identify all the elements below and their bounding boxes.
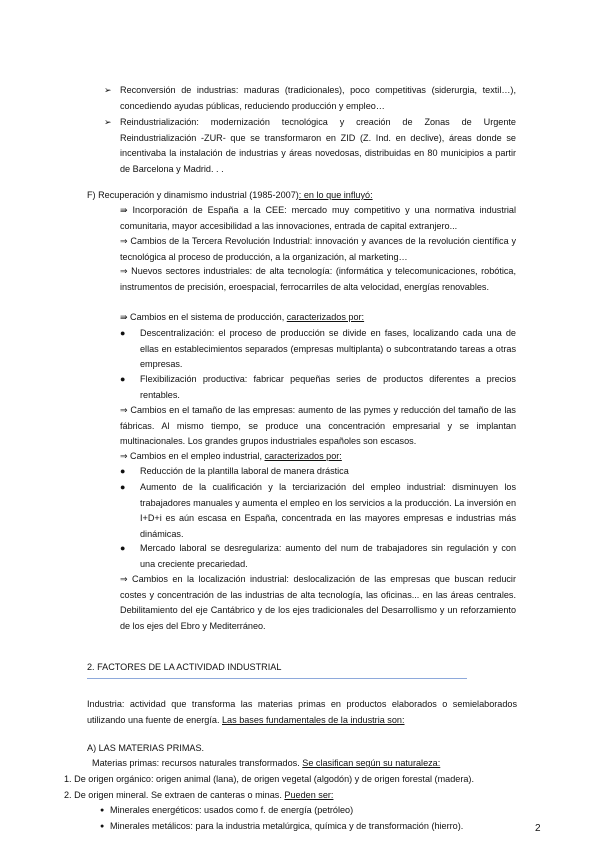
body-text: aumento de las pymes y reducción del tamaño de las fábricas. Al mismo tiempo, se produce una concentración empresarial y se implantan multinacionales. Los grandes grupos industriales españoles son escasos. (120, 405, 516, 446)
body-text: innovación y avances de la revolución científica y tecnológica al proceso de producción, a la organización, al marketing… (120, 236, 517, 262)
lead-text: Cambios de la Tercera Revolución Industrial: (130, 236, 313, 246)
bullet-icon: ● (120, 466, 126, 476)
paragraph-tamano-empresas (120, 403, 516, 450)
lead-text: Cambios en el tamaño de las empresas: (130, 405, 296, 415)
double-arrow-icon: ⇒ (120, 451, 131, 461)
underlined-text: Pueden ser: (284, 790, 334, 800)
body-text: Materias primas: recursos naturales transformados. (92, 758, 303, 768)
subheading-materias-primas (87, 741, 204, 757)
lead-text: Flexibilización productiva: (140, 374, 248, 384)
list-item-mercado-laboral (140, 541, 516, 572)
section-2-heading (87, 660, 517, 676)
body-text: De origen orgánico: origen animal (lana), de origen vegetal (algodón) y de origen forestal (madera). (74, 774, 474, 784)
bullet-icon: ● (120, 543, 126, 553)
heading-text: 2. FACTORES DE LA ACTIVIDAD INDUSTRIAL (87, 662, 282, 672)
bullet-icon: ● (120, 482, 126, 492)
lead-text: Reindustrialización: (120, 117, 199, 127)
section-f-heading (87, 188, 517, 204)
list-number: 1. (64, 774, 72, 784)
bullet-icon: ● (100, 807, 105, 814)
paragraph-localizacion-industrial (120, 572, 516, 634)
paragraph-reindustrializacion (120, 115, 516, 177)
lead-text: Descentralización: (140, 328, 215, 338)
body-text: fabricar pequeñas series de productos diferentes a precios rentables. (140, 374, 516, 400)
bullet-icon: ● (100, 823, 105, 830)
body-text: mercado muy competitivo y una normativa industrial comunitaria, mayor accesibilidad a las innovaciones, entrada de capital extranjero... (120, 205, 517, 231)
body-text: de alta tecnología: (informática y telecomunicaciones, robótica, instrumentos de precisión, eroespacial, ferrocarriles de alta velocidad, energías renovables. (120, 266, 517, 292)
double-arrow-icon: ⇒ (120, 266, 132, 276)
list-item-descentralizacion (140, 326, 516, 373)
lead-text: Reconversión de industrias: (120, 85, 239, 95)
body-text: De origen mineral. Se extraen de canteras o minas. (74, 790, 285, 800)
underlined-text: caracterizados por: (264, 451, 342, 461)
arrow-bullet-icon: ➢ (104, 117, 112, 127)
body-text: deslocalización de las empresas que buscan reducir costes y concentración de las industrias de alta tecnología, las oficinas... en las áreas centrales. Debilitamiento del eje Cantábrico y de los ejes tradicionales del Desarrollismo y un reforzamiento de los ejes del Ebro y Mediterráneo. (120, 574, 516, 631)
double-arrow-icon: ⇛ (120, 312, 131, 322)
paragraph-reconversion (120, 83, 516, 114)
body-text: Minerales metálicos: para la industria metalúrgica, química y de transformación (hierro). (110, 821, 464, 831)
double-arrow-icon: ⇒ (120, 236, 131, 246)
list-item-reduccion-plantilla (140, 464, 516, 480)
paragraph-materias-primas (92, 756, 522, 772)
double-arrow-icon: ⇒ (120, 574, 132, 584)
heading-underline-rule (87, 678, 467, 679)
body-text: Aumento de la cualificación y la terciarización del empleo industrial: disminuyen los trabajadores manuales y aumenta el empleo en los servicios a la producción. La inversión en I+D+i es aún escasa en España, concentrada en las mayores empresas e industrias más dinámicas. (140, 482, 516, 539)
bullet-icon: ● (120, 328, 126, 338)
underlined-text: Se clasifican según su naturaleza: (302, 758, 441, 768)
bullet-icon: ● (120, 374, 126, 384)
paragraph-industria-intro (87, 697, 517, 728)
underlined-text: Las bases fundamentales de la industria son: (222, 714, 405, 725)
heading-underlined: : en lo que influyó: (298, 190, 373, 200)
list-item-flexibilizacion (140, 372, 516, 403)
body-text: Minerales energéticos: usados como f. de energía (petróleo) (110, 805, 354, 815)
lead-text: Cambios en el empleo industrial, (130, 451, 265, 461)
page-number: 2 (535, 823, 541, 834)
body-text: modernización tecnológica y creación de Zonas de Urgente Reindustrialización -ZUR- que se transformaron en ZID (Z. Ind. en declive), áreas donde se incentivaba la instalación de industrias y áreas novedosas, distribuidas en 80 municipios a partir de Barcelona y Madrid. . . (120, 117, 516, 174)
list-item-cualificacion (140, 480, 516, 542)
sub-item-energeticos (110, 803, 520, 819)
double-arrow-icon: ⇒ (120, 405, 131, 415)
paragraph-empleo-industrial (120, 449, 516, 465)
lead-text: Cambios en la localización industrial: (132, 574, 289, 584)
paragraph-cee (120, 203, 516, 234)
paragraph-sistema-produccion (120, 310, 516, 326)
arrow-bullet-icon: ➢ (104, 85, 112, 95)
double-arrow-icon: ⇛ (120, 205, 133, 215)
subheading-text: A) LAS MATERIAS PRIMAS. (87, 743, 205, 753)
paragraph-nuevos-sectores (120, 264, 516, 295)
body-text: el proceso de producción se divide en fases, localizando cada una de ellas en establecimientos separados (empresas multiplanta) o subcontratando tareas a otras empresas. (140, 328, 516, 369)
lead-text: Mercado laboral se desregulariza: (140, 543, 282, 553)
sub-item-metalicos (110, 819, 520, 835)
lead-text: Cambios en el sistema de producción, (130, 312, 287, 322)
body-text: maduras (tradicionales), poco competitivas (siderurgia, textil…), concediendo ayudas públicas, reduciendo producción y empleo… (120, 85, 516, 111)
list-number: 2. (64, 790, 72, 800)
numbered-item-2 (64, 788, 524, 804)
body-text: Industria: actividad que transforma las materias primas en productos elaborados o semielaborados utilizando una fuente de energía. (87, 699, 517, 725)
numbered-item-1 (64, 772, 524, 788)
lead-text: Incorporación de España a la CEE: (132, 205, 287, 215)
paragraph-tercera-revolucion (120, 234, 516, 265)
heading-text: F) Recuperación y dinamismo industrial (1985-2007) (87, 190, 299, 200)
body-text: aumento del num de trabajadores sin regulación y con una creciente precariedad. (140, 543, 517, 569)
underlined-text: caracterizados por: (286, 312, 365, 322)
body-text: Reducción de la plantilla laboral de manera drástica (140, 466, 349, 476)
lead-text: Nuevos sectores industriales: (131, 266, 253, 276)
